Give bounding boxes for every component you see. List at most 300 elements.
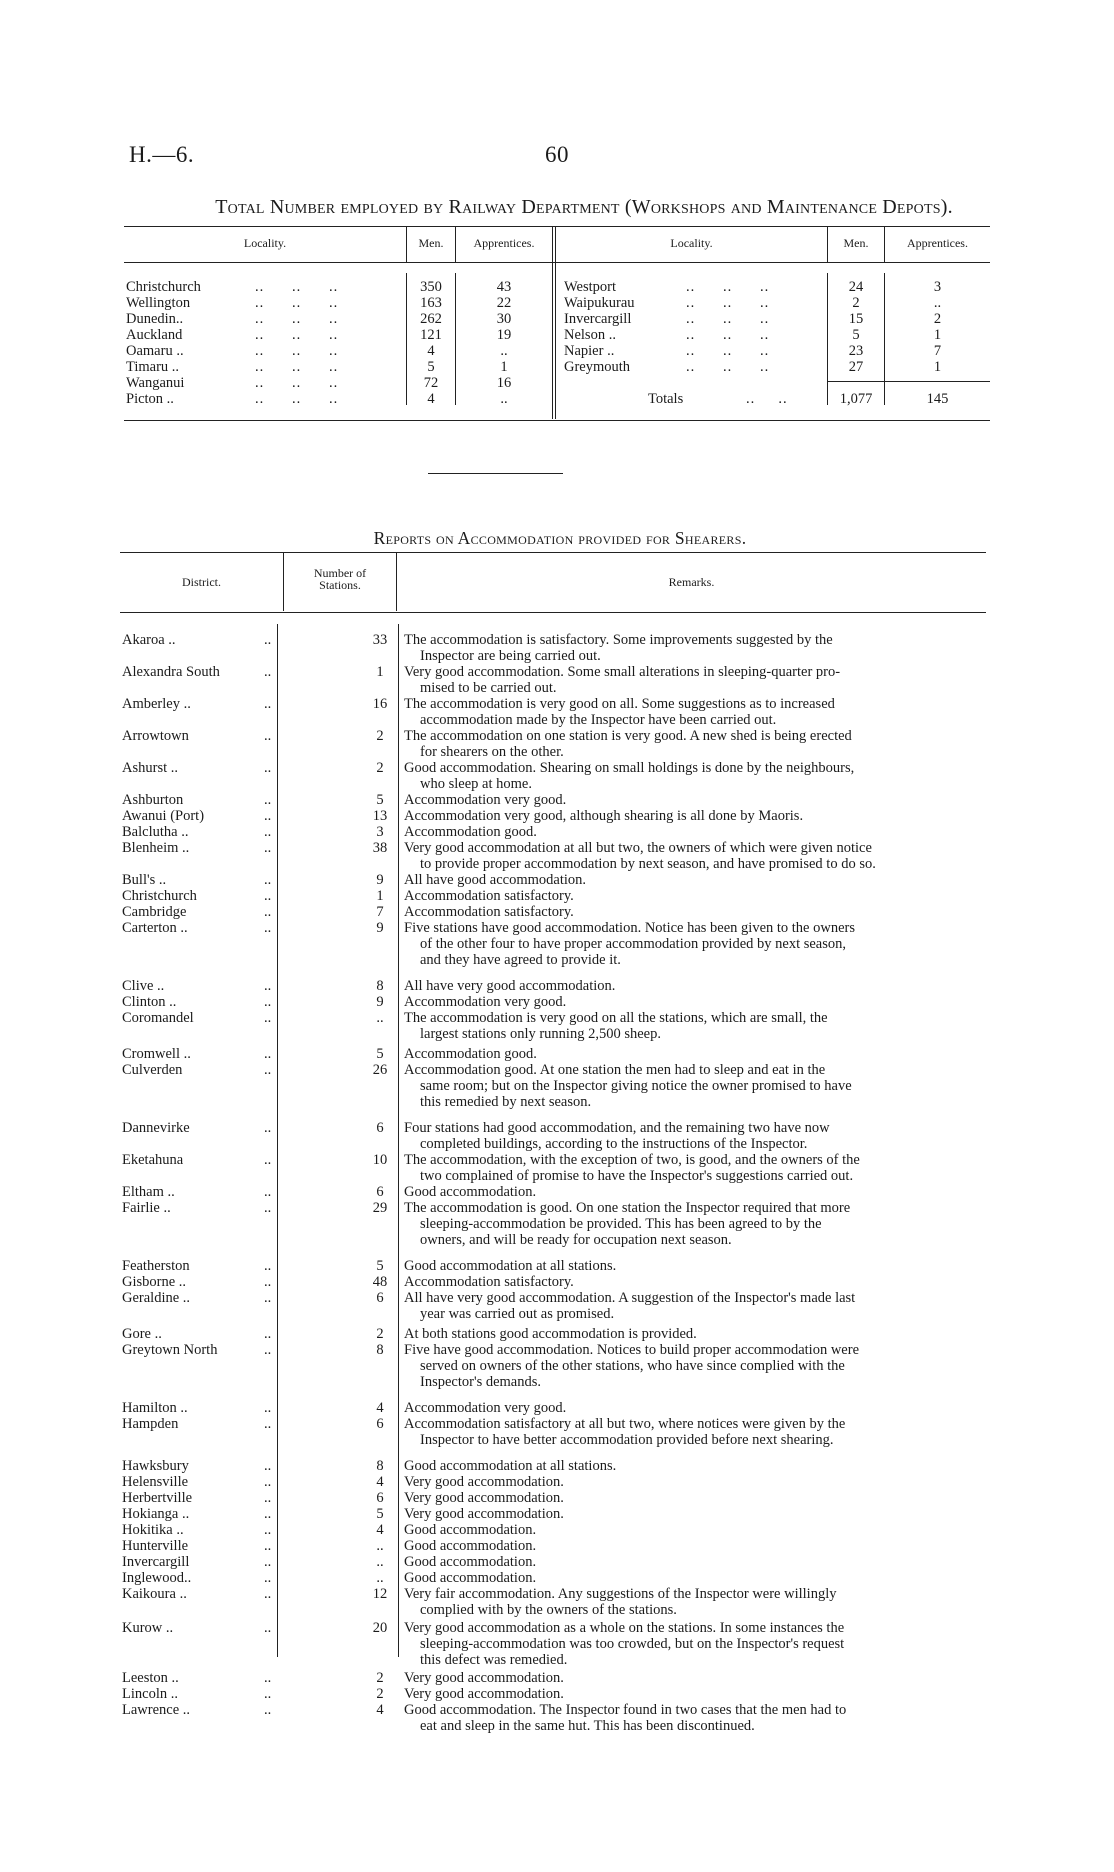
leader-dots: .. .. .. [255, 311, 339, 327]
station-count: 6 [376, 1120, 384, 1136]
men: 5 [427, 359, 435, 375]
district-name: Clive .. [122, 978, 165, 994]
remarks-line: Accommodation satisfactory. [404, 904, 574, 920]
remarks-line: Very fair accommodation. Any suggestions of the Inspector were willingly [404, 1586, 837, 1602]
district-name: Eketahuna [122, 1152, 184, 1168]
shearers-table-header-rule [120, 612, 986, 613]
header-men-right: Men. [843, 236, 869, 250]
remarks-line: The accommodation is very good on all. Some suggestions as to increased [404, 696, 835, 712]
station-count: 2 [376, 1670, 384, 1686]
leader-dots: .. [264, 824, 272, 840]
remarks-line: Good accommodation. The Inspector found in two cases that the men had to [404, 1702, 847, 1718]
leader-dots: .. [264, 1400, 272, 1416]
remarks-line: Good accommodation. Shearing on small holdings is done by the neighbours, [404, 760, 855, 776]
remarks [404, 1686, 982, 1702]
remarks-line: Accommodation very good. [404, 792, 567, 808]
remarks [404, 632, 982, 664]
leader-dots: .. [264, 840, 272, 856]
district-name: Clinton .. [122, 994, 177, 1010]
remarks [404, 1490, 982, 1506]
shearers-table-title: Reports on Accommodation provided for Shearers. [373, 528, 747, 548]
remarks [404, 1046, 982, 1062]
leader-dots: .. [264, 920, 272, 936]
station-count: 2 [376, 728, 384, 744]
leader-dots: .. [264, 1326, 272, 1342]
remarks [404, 1120, 982, 1152]
men: 262 [420, 311, 442, 327]
remarks-line: and they have agreed to provide it. [420, 952, 621, 968]
railway-table-bottom-rule [124, 420, 990, 421]
station-count: 38 [372, 840, 388, 856]
locality: Westport [564, 279, 616, 295]
header-remarks: Remarks. [668, 575, 715, 589]
remarks-line: Good accommodation at all stations. [404, 1258, 617, 1274]
men: 27 [848, 359, 864, 375]
remarks-line: All have very good accommodation. A suggestion of the Inspector's made last [404, 1290, 856, 1306]
remarks-line: this remedied by next season. [420, 1094, 592, 1110]
remarks [404, 1554, 982, 1570]
district-name: Kaikoura .. [122, 1586, 187, 1602]
total-apprentices: 145 [926, 391, 949, 407]
station-count: 1 [376, 664, 384, 680]
station-count: 6 [376, 1184, 384, 1200]
leader-dots: .. [264, 1538, 272, 1554]
leader-dots: .. [264, 1290, 272, 1306]
locality: Picton .. [126, 391, 174, 407]
station-count: 4 [376, 1474, 384, 1490]
locality: Greymouth [564, 359, 631, 375]
remarks-line: The accommodation is satisfactory. Some improvements suggested by the [404, 632, 833, 648]
district-name: Hampden [122, 1416, 179, 1432]
total-men: 1,077 [839, 391, 873, 407]
district-name: Hokianga .. [122, 1506, 190, 1522]
station-count: 9 [376, 872, 384, 888]
col-divider [277, 624, 278, 1657]
station-count: 8 [376, 1458, 384, 1474]
remarks [404, 1620, 982, 1668]
leader-dots: .. [264, 1046, 272, 1062]
leader-dots: .. [264, 1200, 272, 1216]
leader-dots: .. [264, 1010, 272, 1026]
leader-dots: .. .. .. [255, 295, 339, 311]
remarks-line: Very good accommodation. [404, 1506, 564, 1522]
remarks-line: sleeping-accommodation was too crowded, but on the Inspector's request [420, 1636, 845, 1652]
remarks-line: Very good accommodation. Some small alterations in sleeping-quarter pro- [404, 664, 841, 680]
apprentices: .. [933, 295, 942, 311]
remarks-line: The accommodation is good. On one station the Inspector required that more [404, 1200, 851, 1216]
district-name: Featherston [122, 1258, 190, 1274]
header-men-left: Men. [418, 236, 444, 250]
totals-row [0, 391, 1000, 407]
remarks-line: Accommodation satisfactory. [404, 888, 574, 904]
leader-dots: .. [264, 1686, 272, 1702]
remarks-line: Accommodation good. At one station the men had to sleep and eat in the [404, 1062, 826, 1078]
leader-dots: .. .. .. [686, 279, 770, 295]
leader-dots: .. .. .. [255, 375, 339, 391]
station-count: 13 [372, 808, 388, 824]
leader-dots: .. .. [746, 391, 788, 407]
report-reference: H.—6. [129, 142, 195, 167]
remarks-line: for shearers on the other. [420, 744, 564, 760]
apprentices: 43 [496, 279, 512, 295]
remarks-line: complied with by the owners of the stations. [420, 1602, 677, 1618]
district-name: Ashburton [122, 792, 184, 808]
apprentices: .. [500, 343, 508, 359]
table-row [0, 375, 560, 391]
district-name: Hawksbury [122, 1458, 189, 1474]
remarks [404, 1200, 982, 1248]
section-separator [428, 473, 563, 474]
remarks-line: Good accommodation. [404, 1554, 537, 1570]
apprentices: 3 [933, 279, 942, 295]
remarks [404, 1474, 982, 1490]
leader-dots: .. .. .. [686, 311, 770, 327]
leader-dots: .. .. .. [686, 343, 770, 359]
district-name: Christchurch [122, 888, 197, 904]
leader-dots: .. [264, 1120, 272, 1136]
remarks [404, 1570, 982, 1586]
station-count: 2 [376, 1326, 384, 1342]
apprentices: 30 [496, 311, 512, 327]
apprentices: 7 [933, 343, 942, 359]
remarks-line: Very good accommodation at all but two, the owners of which were given notice [404, 840, 872, 856]
remarks-line: All have very good accommodation. [404, 978, 616, 994]
station-count: 12 [372, 1586, 388, 1602]
remarks [404, 840, 982, 872]
remarks-line: Accommodation good. [404, 824, 537, 840]
district-name: Geraldine .. [122, 1290, 191, 1306]
remarks [404, 728, 982, 760]
remarks [404, 1342, 982, 1390]
remarks [404, 1670, 982, 1686]
station-count: 6 [376, 1416, 384, 1432]
station-count: 29 [372, 1200, 388, 1216]
remarks [404, 1152, 982, 1184]
remarks-line: All have good accommodation. [404, 872, 587, 888]
remarks [404, 920, 982, 968]
remarks-line: sleeping-accommodation be provided. This has been agreed to by the [420, 1216, 822, 1232]
leader-dots: .. [264, 1342, 272, 1358]
remarks-line: served on owners of the other stations, who have since complied with the [420, 1358, 845, 1374]
station-count: 3 [376, 824, 384, 840]
remarks-line: Good accommodation. [404, 1522, 537, 1538]
remarks-line: Good accommodation at all stations. [404, 1458, 617, 1474]
men: 23 [848, 343, 864, 359]
men: 163 [420, 295, 442, 311]
page-number: 60 [545, 142, 569, 167]
district-name: Culverden [122, 1062, 183, 1078]
remarks [404, 1326, 982, 1342]
leader-dots: .. [264, 1258, 272, 1274]
remarks-line: completed buildings, according to the instructions of the Inspector. [420, 1136, 808, 1152]
remarks [404, 1506, 982, 1522]
header-district: District. [182, 575, 221, 589]
leader-dots: .. .. .. [255, 359, 339, 375]
remarks-line: to provide proper accommodation by next season, and have promised to do so. [420, 856, 876, 872]
district-name: Greytown North [122, 1342, 218, 1358]
district-name: Bull's .. [122, 872, 167, 888]
district-name: Blenheim .. [122, 840, 190, 856]
remarks-line: Inspector are being carried out. [420, 648, 601, 664]
remarks-line: Very good accommodation. [404, 1670, 564, 1686]
remarks-line: Inspector's demands. [420, 1374, 541, 1390]
header-stations-line1: Number of [313, 566, 367, 580]
remarks-line: of the other four to have proper accommodation provided by next season, [420, 936, 847, 952]
remarks-line: The accommodation is very good on all the stations, which are small, the [404, 1010, 828, 1026]
totals-label: Totals [648, 391, 684, 407]
leader-dots: .. [264, 664, 272, 680]
remarks [404, 1458, 982, 1474]
apprentices: 22 [496, 295, 512, 311]
station-count: .. [376, 1570, 384, 1586]
leader-dots: .. .. .. [686, 327, 770, 343]
apprentices: 19 [496, 327, 512, 343]
men: 350 [420, 279, 442, 295]
remarks-line: mised to be carried out. [420, 680, 557, 696]
station-count: 5 [376, 1046, 384, 1062]
district-name: Cromwell .. [122, 1046, 191, 1062]
remarks-line: The accommodation, with the exception of two, is good, and the owners of the [404, 1152, 860, 1168]
station-count: 33 [372, 632, 388, 648]
locality: Wanganui [126, 375, 185, 391]
leader-dots: .. [264, 1416, 272, 1432]
leader-dots: .. [264, 808, 272, 824]
leader-dots: .. [264, 1274, 272, 1290]
table-row [0, 343, 1000, 359]
locality: Nelson .. [564, 327, 616, 343]
leader-dots: .. [264, 888, 272, 904]
apprentices: 2 [933, 311, 942, 327]
remarks-line: Very good accommodation as a whole on the stations. In some instances the [404, 1620, 845, 1636]
district-name: Gisborne .. [122, 1274, 187, 1290]
table-row [0, 295, 1000, 311]
leader-dots: .. [264, 728, 272, 744]
header-stations-line2: Stations. [319, 578, 361, 592]
leader-dots: .. [264, 1620, 272, 1636]
remarks-line: same room; but on the Inspector giving notice the owner promised to have [420, 1078, 852, 1094]
station-count: 8 [376, 1342, 384, 1358]
men: 2 [852, 295, 860, 311]
district-name: Akaroa .. [122, 632, 176, 648]
station-count: 9 [376, 920, 384, 936]
station-count: 6 [376, 1490, 384, 1506]
district-name: Balclutha .. [122, 824, 189, 840]
men: 121 [420, 327, 442, 343]
district-name: Hunterville [122, 1538, 189, 1554]
remarks [404, 1258, 982, 1274]
locality: Wellington [126, 295, 191, 311]
district-name: Hamilton .. [122, 1400, 188, 1416]
leader-dots: .. [264, 760, 272, 776]
station-count: 26 [372, 1062, 388, 1078]
district-name: Herbertville [122, 1490, 193, 1506]
station-count: 1 [376, 888, 384, 904]
remarks [404, 994, 982, 1010]
station-count: 4 [376, 1522, 384, 1538]
district-name: Eltham .. [122, 1184, 175, 1200]
leader-dots: .. [264, 1702, 272, 1718]
station-count: 16 [372, 696, 388, 712]
remarks-line: Very good accommodation. [404, 1474, 564, 1490]
leader-dots: .. [264, 1554, 272, 1570]
remarks [404, 696, 982, 728]
table-row [0, 311, 1000, 327]
district-name: Ashurst .. [122, 760, 178, 776]
remarks [404, 1522, 982, 1538]
header-stations [284, 567, 396, 591]
station-count: .. [376, 1010, 384, 1026]
leader-dots: .. [264, 994, 272, 1010]
remarks [404, 1290, 982, 1322]
remarks [404, 1010, 982, 1042]
district-name: Hokitika .. [122, 1522, 184, 1538]
leader-dots: .. [264, 1184, 272, 1200]
station-count: 4 [376, 1702, 384, 1718]
leader-dots: .. [264, 1506, 272, 1522]
leader-dots: .. [264, 1490, 272, 1506]
remarks [404, 904, 982, 920]
district-name: Cambridge [122, 904, 187, 920]
header-locality-left: Locality. [243, 236, 287, 250]
remarks-line: Accommodation very good, although shearing is all done by Maoris. [404, 808, 804, 824]
remarks-line: Inspector to have better accommodation provided before next shearing. [420, 1432, 834, 1448]
men: 5 [852, 327, 860, 343]
remarks [404, 978, 982, 994]
remarks-line: largest stations only running 2,500 sheep. [420, 1026, 661, 1042]
table-row [0, 279, 1000, 295]
district-name: Dannevirke [122, 1120, 190, 1136]
leader-dots: .. [264, 978, 272, 994]
district-name: Fairlie .. [122, 1200, 171, 1216]
remarks [404, 1586, 982, 1618]
railway-table-header-rule [124, 262, 990, 263]
remarks [404, 664, 982, 696]
apprentices: 16 [496, 375, 512, 391]
remarks-line: The accommodation on one station is very good. A new shed is being erected [404, 728, 852, 744]
district-name: Alexandra South [122, 664, 220, 680]
station-count: 5 [376, 1506, 384, 1522]
header-locality-right: Locality. [670, 236, 713, 250]
apprentices: 1 [933, 327, 942, 343]
station-count: 9 [376, 994, 384, 1010]
locality: Invercargill [564, 311, 632, 327]
remarks-line: accommodation made by the Inspector have been carried out. [420, 712, 777, 728]
remarks-line: Accommodation good. [404, 1046, 537, 1062]
remarks-line: Good accommodation. [404, 1184, 537, 1200]
remarks-line: Good accommodation. [404, 1570, 537, 1586]
station-count: 48 [372, 1274, 388, 1290]
remarks [404, 872, 982, 888]
station-count: 20 [372, 1620, 388, 1636]
locality: Christchurch [126, 279, 201, 295]
leader-dots: .. [264, 1474, 272, 1490]
remarks-line: owners, and will be ready for occupation next season. [420, 1232, 732, 1248]
station-count: 5 [376, 1258, 384, 1274]
station-count: 10 [372, 1152, 388, 1168]
remarks-line: Very good accommodation. [404, 1490, 564, 1506]
remarks [404, 792, 982, 808]
remarks [404, 1274, 982, 1290]
station-count: 4 [376, 1400, 384, 1416]
district-name: Inglewood.. [122, 1570, 192, 1586]
remarks-line: two complained of promise to have the Inspector's suggestions carried out. [420, 1168, 854, 1184]
remarks-line: Good accommodation. [404, 1538, 537, 1554]
leader-dots: .. .. .. [686, 295, 770, 311]
district-name: Invercargill [122, 1554, 190, 1570]
remarks [404, 824, 982, 840]
remarks [404, 1062, 982, 1110]
remarks [404, 1538, 982, 1554]
remarks-line: Accommodation satisfactory. [404, 1274, 574, 1290]
apprentices: 1 [933, 359, 942, 375]
remarks-line: eat and sleep in the same hut. This has been discontinued. [420, 1718, 755, 1734]
station-count: 2 [376, 760, 384, 776]
district-name: Lincoln .. [122, 1686, 178, 1702]
locality: Oamaru .. [126, 343, 184, 359]
leader-dots: .. [264, 872, 272, 888]
district-name: Awanui (Port) [122, 808, 205, 824]
leader-dots: .. [264, 1522, 272, 1538]
remarks [404, 1416, 982, 1448]
leader-dots: .. .. .. [255, 391, 339, 407]
leader-dots: .. .. .. [255, 343, 339, 359]
shearers-table-top-rule [120, 552, 986, 553]
remarks-line: At both stations good accommodation is provided. [404, 1326, 697, 1342]
remarks-line: Five stations have good accommodation. Notice has been given to the owners [404, 920, 856, 936]
remarks [404, 1702, 982, 1734]
station-count: 6 [376, 1290, 384, 1306]
leader-dots: .. [264, 1152, 272, 1168]
remarks-line: who sleep at home. [420, 776, 532, 792]
district-name: Kurow .. [122, 1620, 174, 1636]
men: 72 [423, 375, 439, 391]
district-name: Coromandel [122, 1010, 194, 1026]
locality: Auckland [126, 327, 183, 343]
leader-dots: .. [264, 792, 272, 808]
table-row [0, 327, 1000, 343]
station-count: 2 [376, 1686, 384, 1702]
remarks [404, 1184, 982, 1200]
remarks [404, 888, 982, 904]
leader-dots: .. [264, 1586, 272, 1602]
locality: Timaru .. [126, 359, 180, 375]
table-row [0, 359, 1000, 375]
remarks-line: year was carried out as promised. [420, 1306, 615, 1322]
locality: Dunedin.. [126, 311, 184, 327]
leader-dots: .. [264, 1458, 272, 1474]
remarks-line: Accommodation very good. [404, 1400, 567, 1416]
remarks-line: Accommodation very good. [404, 994, 567, 1010]
leader-dots: .. .. .. [686, 359, 770, 375]
apprentices: .. [500, 391, 508, 407]
leader-dots: .. [264, 1062, 272, 1078]
remarks [404, 1400, 982, 1416]
leader-dots: .. .. .. [255, 327, 339, 343]
district-name: Helensville [122, 1474, 189, 1490]
header-apprentices-left: Apprentices. [473, 236, 535, 250]
district-name: Carterton .. [122, 920, 188, 936]
station-count: 8 [376, 978, 384, 994]
leader-dots: .. [264, 632, 272, 648]
district-name: Arrowtown [122, 728, 189, 744]
leader-dots: .. .. .. [255, 279, 339, 295]
leader-dots: .. [264, 904, 272, 920]
remarks-line: Accommodation satisfactory at all but two, where notices were given by the [404, 1416, 846, 1432]
locality: Napier .. [564, 343, 615, 359]
district-name: Lawrence .. [122, 1702, 191, 1718]
leader-dots: .. [264, 1570, 272, 1586]
district-name: Leeston .. [122, 1670, 179, 1686]
